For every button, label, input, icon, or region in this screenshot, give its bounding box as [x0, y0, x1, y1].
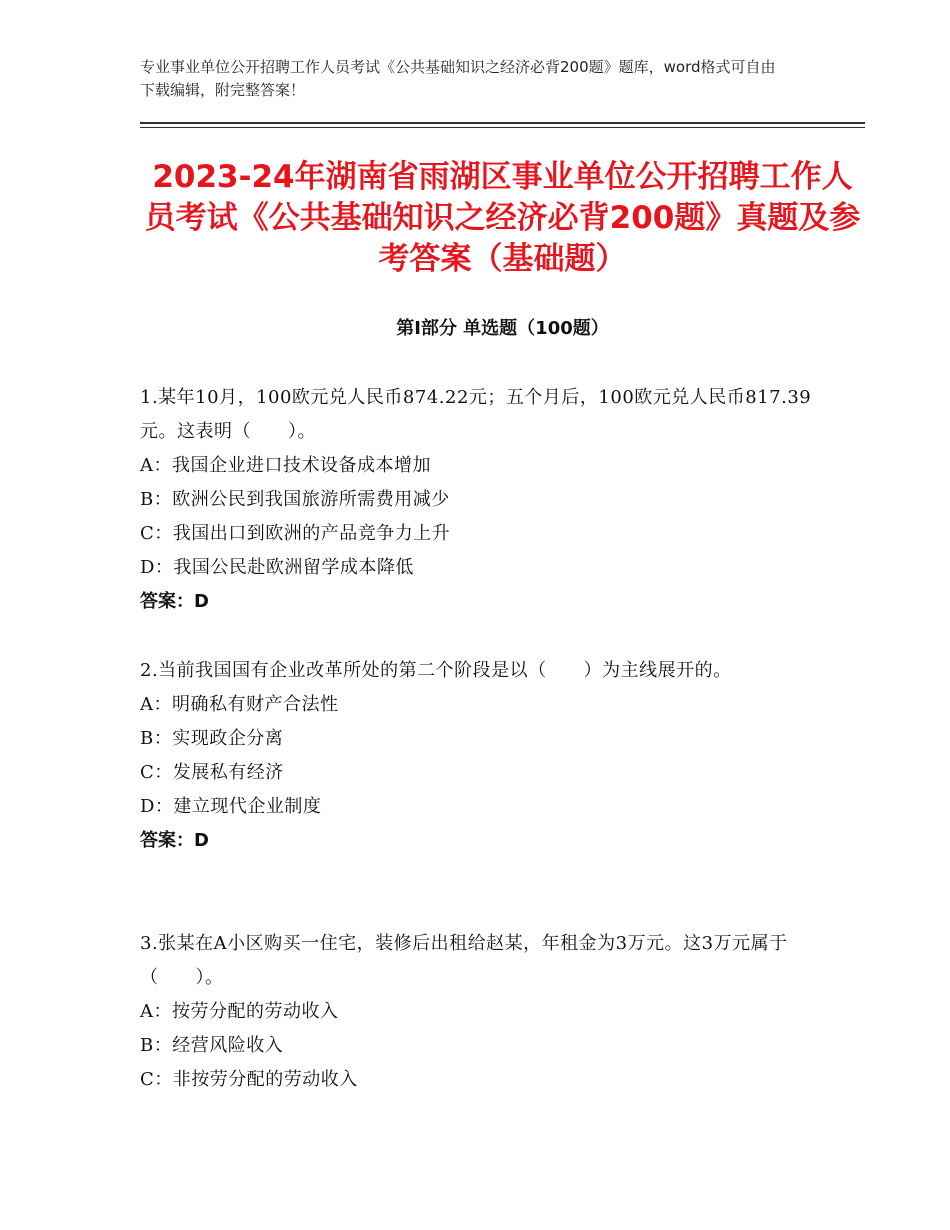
question-stem: 2.当前我国国有企业改革所处的第二个阶段是以（ ）为主线展开的。 — [140, 660, 732, 681]
question-3 — [140, 927, 820, 1097]
option-a: A：我国企业进口技术设备成本增加 — [140, 455, 431, 476]
question-1 — [140, 381, 820, 619]
answer-line: 答案：D — [140, 591, 209, 612]
header-divider-thick — [140, 122, 865, 124]
section-heading: 第Ⅰ部分 单选题（100题） — [396, 318, 609, 339]
option-c: C：发展私有经济 — [140, 762, 284, 783]
answer-line: 答案：D — [140, 830, 209, 851]
option-b: B：经营风险收入 — [140, 1035, 284, 1056]
option-d: D：我国公民赴欧洲留学成本降低 — [140, 557, 414, 578]
document-title: 2023-24年湖南省雨湖区事业单位公开招聘工作人员考试《公共基础知识之经济必背200题》真题及参考答案（基础题） — [144, 159, 861, 277]
header-note: 专业事业单位公开招聘工作人员考试《公共基础知识之经济必背200题》题库，word格式可自由下载编辑，附完整答案！ — [140, 58, 776, 99]
option-a: A：明确私有财产合法性 — [140, 694, 339, 715]
option-c: C：非按劳分配的劳动收入 — [140, 1069, 358, 1090]
option-a: A：按劳分配的劳动收入 — [140, 1001, 339, 1022]
option-c: C：我国出口到欧洲的产品竞争力上升 — [140, 523, 451, 544]
question-stem: 3.张某在A小区购买一住宅，装修后出租给赵某，年租金为3万元。这3万元属于（ ）。 — [140, 933, 788, 988]
header-divider-thin — [140, 127, 865, 128]
option-d: D：建立现代企业制度 — [140, 796, 322, 817]
question-stem: 1.某年10月，100欧元兑人民币874.22元；五个月后，100欧元兑人民币817.39元。这表明（ ）。 — [140, 387, 812, 442]
option-b: B：实现政企分离 — [140, 728, 284, 749]
question-2 — [140, 654, 820, 858]
option-b: B：欧洲公民到我国旅游所需费用减少 — [140, 489, 450, 510]
